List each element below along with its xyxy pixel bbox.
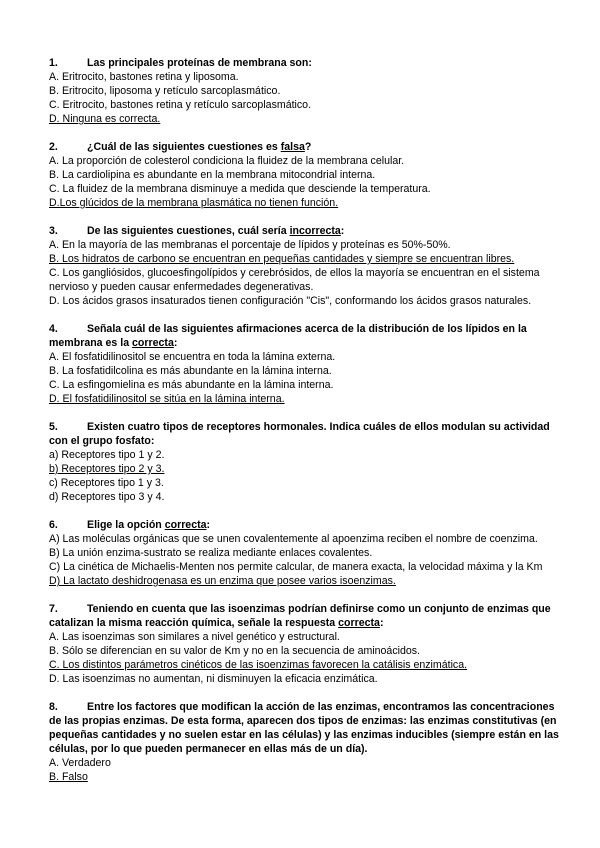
answer-option: C. La esfingomielina es más abundante en la lámina interna. xyxy=(49,379,334,391)
question-5 xyxy=(49,420,559,504)
answer-option-correct: D. El fosfatidilinositol se sitúa en la lámina interna. xyxy=(49,393,285,405)
question-text-end: : xyxy=(340,225,345,237)
question-1 xyxy=(49,56,559,126)
answer-option-correct: D) La lactato deshidrogenasa es un enzima que posee varios isoenzimas. xyxy=(49,575,396,587)
answer-option: A. Verdadero xyxy=(49,757,111,769)
answer-option: c) Receptores tipo 1 y 3. xyxy=(49,477,164,489)
question-text: De las siguientes cuestiones, cuál sería xyxy=(87,225,290,237)
question-heading xyxy=(49,420,559,448)
question-text: ¿Cuál de las siguientes cuestiones es xyxy=(87,141,281,153)
answer-option: D. Las isoenzimas no aumentan, ni disminuyen la eficacia enzimática. xyxy=(49,673,378,685)
question-number: 1. xyxy=(49,57,58,69)
answer-option: C. La fluidez de la membrana disminuye a medida que desciende la temperatura. xyxy=(49,183,431,195)
answer-option: A. La proporción de colesterol condiciona la fluidez de la membrana celular. xyxy=(49,155,405,167)
answer-option: A. Eritrocito, bastones retina y liposoma. xyxy=(49,71,239,83)
question-text: Elige la opción xyxy=(87,519,165,531)
answer-option-correct: B. Los hidratos de carbono se encuentran en pequeñas cantidades y siempre se encuentran libres. xyxy=(49,253,515,265)
answer-option: D. Los ácidos grasos insaturados tienen configuración "Cis", conformando los ácidos grasos naturales. xyxy=(49,295,532,307)
answer-option: C. Los gangliósidos, glucoesfingolípidos y cerebrósidos, de ellos la mayoría se encuentran en el sistema nervioso y pueden causar enfermedades degenerativas. xyxy=(49,267,540,293)
answer-option: A. El fosfatidilinositol se encuentra en toda la lámina externa. xyxy=(49,351,336,363)
answer-option: B. La fosfatidilcolina es más abundante en la lámina interna. xyxy=(49,365,332,377)
question-number: 7. xyxy=(49,603,58,615)
question-keyword: correcta xyxy=(132,337,174,349)
question-text: Existen cuatro tipos de receptores hormonales. Indica cuáles de ellos modulan su actividad con el grupo fosfato: xyxy=(49,421,550,447)
answer-option-correct: D.Los glúcidos de la membrana plasmática no tienen función. xyxy=(49,197,339,209)
question-text: Las principales proteínas de membrana son: xyxy=(87,57,312,69)
question-8 xyxy=(49,700,559,784)
quiz-document xyxy=(49,56,559,784)
question-heading xyxy=(49,602,559,630)
question-heading xyxy=(49,56,559,70)
question-text: Teniendo en cuenta que las isoenzimas podrían definirse como un conjunto de enzimas que catalizan la misma reacción química, señale la respuesta xyxy=(49,603,551,629)
answer-option: A. En la mayoría de las membranas el porcentaje de lípidos y proteínas es 50%-50%. xyxy=(49,239,451,251)
answer-option-correct: b) Receptores tipo 2 y 3. xyxy=(49,463,165,475)
question-number: 8. xyxy=(49,701,58,713)
question-heading xyxy=(49,700,559,756)
answer-option: A. Las isoenzimas son similares a nivel genético y estructural. xyxy=(49,631,340,643)
question-keyword: incorrecta xyxy=(289,225,341,237)
answer-option: B. Sólo se diferencian en su valor de Km y no en la secuencia de aminoácidos. xyxy=(49,645,420,657)
question-heading xyxy=(49,224,559,238)
question-text: Señala cuál de las siguientes afirmaciones acerca de la distribución de los lípidos en la membrana es la xyxy=(49,323,527,349)
question-heading xyxy=(49,518,559,532)
question-3 xyxy=(49,224,559,308)
question-4 xyxy=(49,322,559,406)
question-keyword: correcta xyxy=(164,519,207,531)
answer-option: B. Eritrocito, liposoma y retículo sarcoplasmático. xyxy=(49,85,281,97)
question-text-end: : xyxy=(173,337,178,349)
question-6 xyxy=(49,518,559,588)
question-7 xyxy=(49,602,559,686)
question-keyword: falsa xyxy=(280,141,305,153)
question-keyword: correcta xyxy=(338,617,380,629)
answer-option: A) Las moléculas orgánicas que se unen covalentemente al apoenzima reciben el nombre de coenzima. xyxy=(49,533,538,545)
question-heading xyxy=(49,140,559,154)
answer-option: B) La unión enzima-sustrato se realiza mediante enlaces covalentes. xyxy=(49,547,373,559)
answer-option: a) Receptores tipo 1 y 2. xyxy=(49,449,165,461)
question-number: 2. xyxy=(49,141,58,153)
question-number: 3. xyxy=(49,225,58,237)
question-text: Entre los factores que modifican la acción de las enzimas, encontramos las concentraciones de las propias enzimas. De esta forma, aparecen dos tipos de enzimas: las enzimas constitutivas (en pequeñas cantidades y no suelen estar en las células) y las enzimas inducibles (siempre están en las células, por lo que pueden permanecer en ellas más de un día). xyxy=(49,701,559,755)
answer-option-correct: C. Los distintos parámetros cinéticos de las isoenzimas favorecen la catálisis enzimática. xyxy=(49,659,468,671)
question-2 xyxy=(49,140,559,210)
answer-option: d) Receptores tipo 3 y 4. xyxy=(49,491,165,503)
question-text-end: : xyxy=(206,519,211,531)
answer-option: C) La cinética de Michaelis-Menten nos permite calcular, de manera exacta, la velocidad máxima y la Km xyxy=(49,561,543,573)
answer-option-correct: D. Ninguna es correcta. xyxy=(49,113,161,125)
answer-option-correct: B. Falso xyxy=(49,771,88,783)
answer-option: C. Eritrocito, bastones retina y retículo sarcoplasmático. xyxy=(49,99,312,111)
question-number: 4. xyxy=(49,323,58,335)
answer-option: B. La cardiolipina es abundante en la membrana mitocondrial interna. xyxy=(49,169,376,181)
question-number: 5. xyxy=(49,421,58,433)
question-heading xyxy=(49,322,559,350)
question-number: 6. xyxy=(49,519,58,531)
question-text-end: : xyxy=(379,617,384,629)
question-text-end: ? xyxy=(304,141,312,153)
